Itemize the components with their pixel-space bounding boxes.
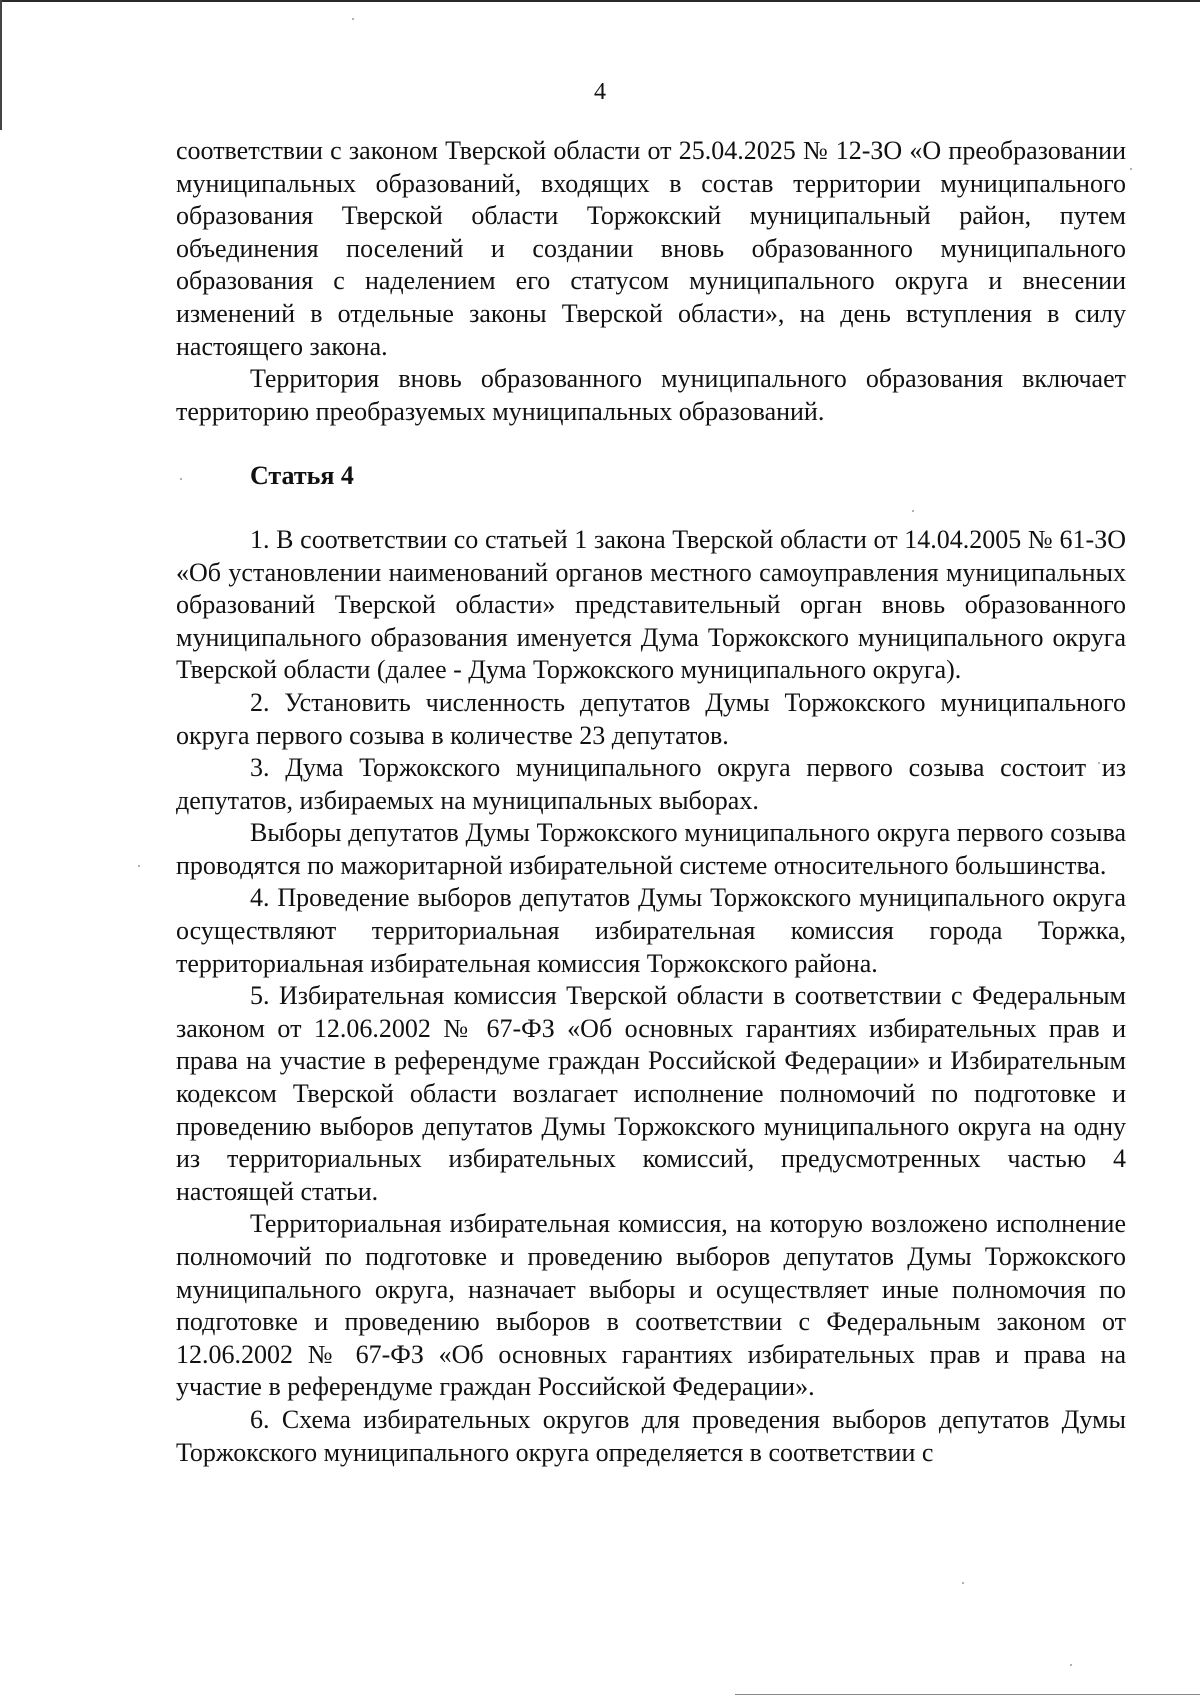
article-paragraph-5: 5. Избирательная комиссия Тверской области в соответствии с Федеральным законом от 12.06.2002 № 67-ФЗ «Об основных гарантиях избирательных прав и права на участие в референдуме граждан Российской Федерации» и Избирательным кодексом Тверской области возлагает исполнение полномочий по подготовке и проведению выборов депутатов Думы Торжокского муниципального округа на одну из территориальных избирательных комиссий, предусмотренных частью 4 настоящей статьи. xyxy=(176,981,1126,1206)
article-paragraph-6: 6. Схема избирательных округов для проведения выборов депутатов Думы Торжокского муниципального округа определяется в соответствии с xyxy=(176,1404,1126,1467)
scan-border-left xyxy=(0,0,2,130)
scan-border-bottom xyxy=(735,1694,1200,1695)
document-body xyxy=(176,135,1126,1469)
scan-speck xyxy=(1070,1664,1072,1666)
scan-speck xyxy=(1130,168,1132,170)
scan-speck xyxy=(138,865,140,867)
article-paragraph-2: 2. Установить численность депутатов Думы Торжокского муниципального округа первого созыва в количестве 23 депутатов. xyxy=(176,687,1126,750)
article-heading: Статья 4 xyxy=(250,461,354,491)
article-paragraph-4: 4. Проведение выборов депутатов Думы Торжокского муниципального округа осуществляют территориальная избирательная комиссия города Торжка, территориальная избирательная комиссия Торжокского района. xyxy=(176,883,1126,978)
article-paragraph-3: 3. Дума Торжокского муниципального округа первого созыва состоит из депутатов, избираемых на муниципальных выборах. xyxy=(176,753,1126,815)
scan-speck xyxy=(352,18,354,20)
article-paragraph-1: 1. В соответствии со статьей 1 закона Тверской области от 14.04.2005 № 61-ЗО «Об установлении наименований органов местного самоуправления муниципальных образований Тверской области» представительный орган вновь образованного муниципального образования именуется Дума Торжокского муниципального округа Тверской области (далее - Дума Торжокского муниципального округа). xyxy=(176,524,1126,685)
scan-border-top xyxy=(0,0,1200,2)
scan-speck xyxy=(962,1582,964,1584)
page-number: 4 xyxy=(594,79,606,105)
paragraph-continuation: соответствии с законом Тверской области от 25.04.2025 № 12-ЗО «О преобразовании муниципальных образований, входящих в состав территории муниципального образования Тверской области Торжокский муниципальный район, путем объединения поселений и создании вновь образованного муниципального образования с наделением его статусом муниципального округа и внесении изменений в отдельные законы Тверской области», на день вступления в силу настоящего закона. xyxy=(176,136,1126,361)
paragraph-territory: Территория вновь образованного муниципального образования включает территорию преобразуемых муниципальных образований. xyxy=(176,364,1126,426)
article-paragraph-5-commission: Территориальная избирательная комиссия, на которую возложено исполнение полномочий по подготовке и проведению выборов депутатов Думы Торжокского муниципального округа, назначает выборы и осуществляет иные полномочия по подготовке и проведению выборов в соответствии с Федеральным законом от 12.06.2002 № 67-ФЗ «Об основных гарантиях избирательных прав и права на участие в референдуме граждан Российской Федерации». xyxy=(176,1209,1126,1402)
article-paragraph-3-elections: Выборы депутатов Думы Торжокского муниципального округа первого созыва проводятся по мажоритарной избирательной системе относительного большинства. xyxy=(176,818,1126,880)
